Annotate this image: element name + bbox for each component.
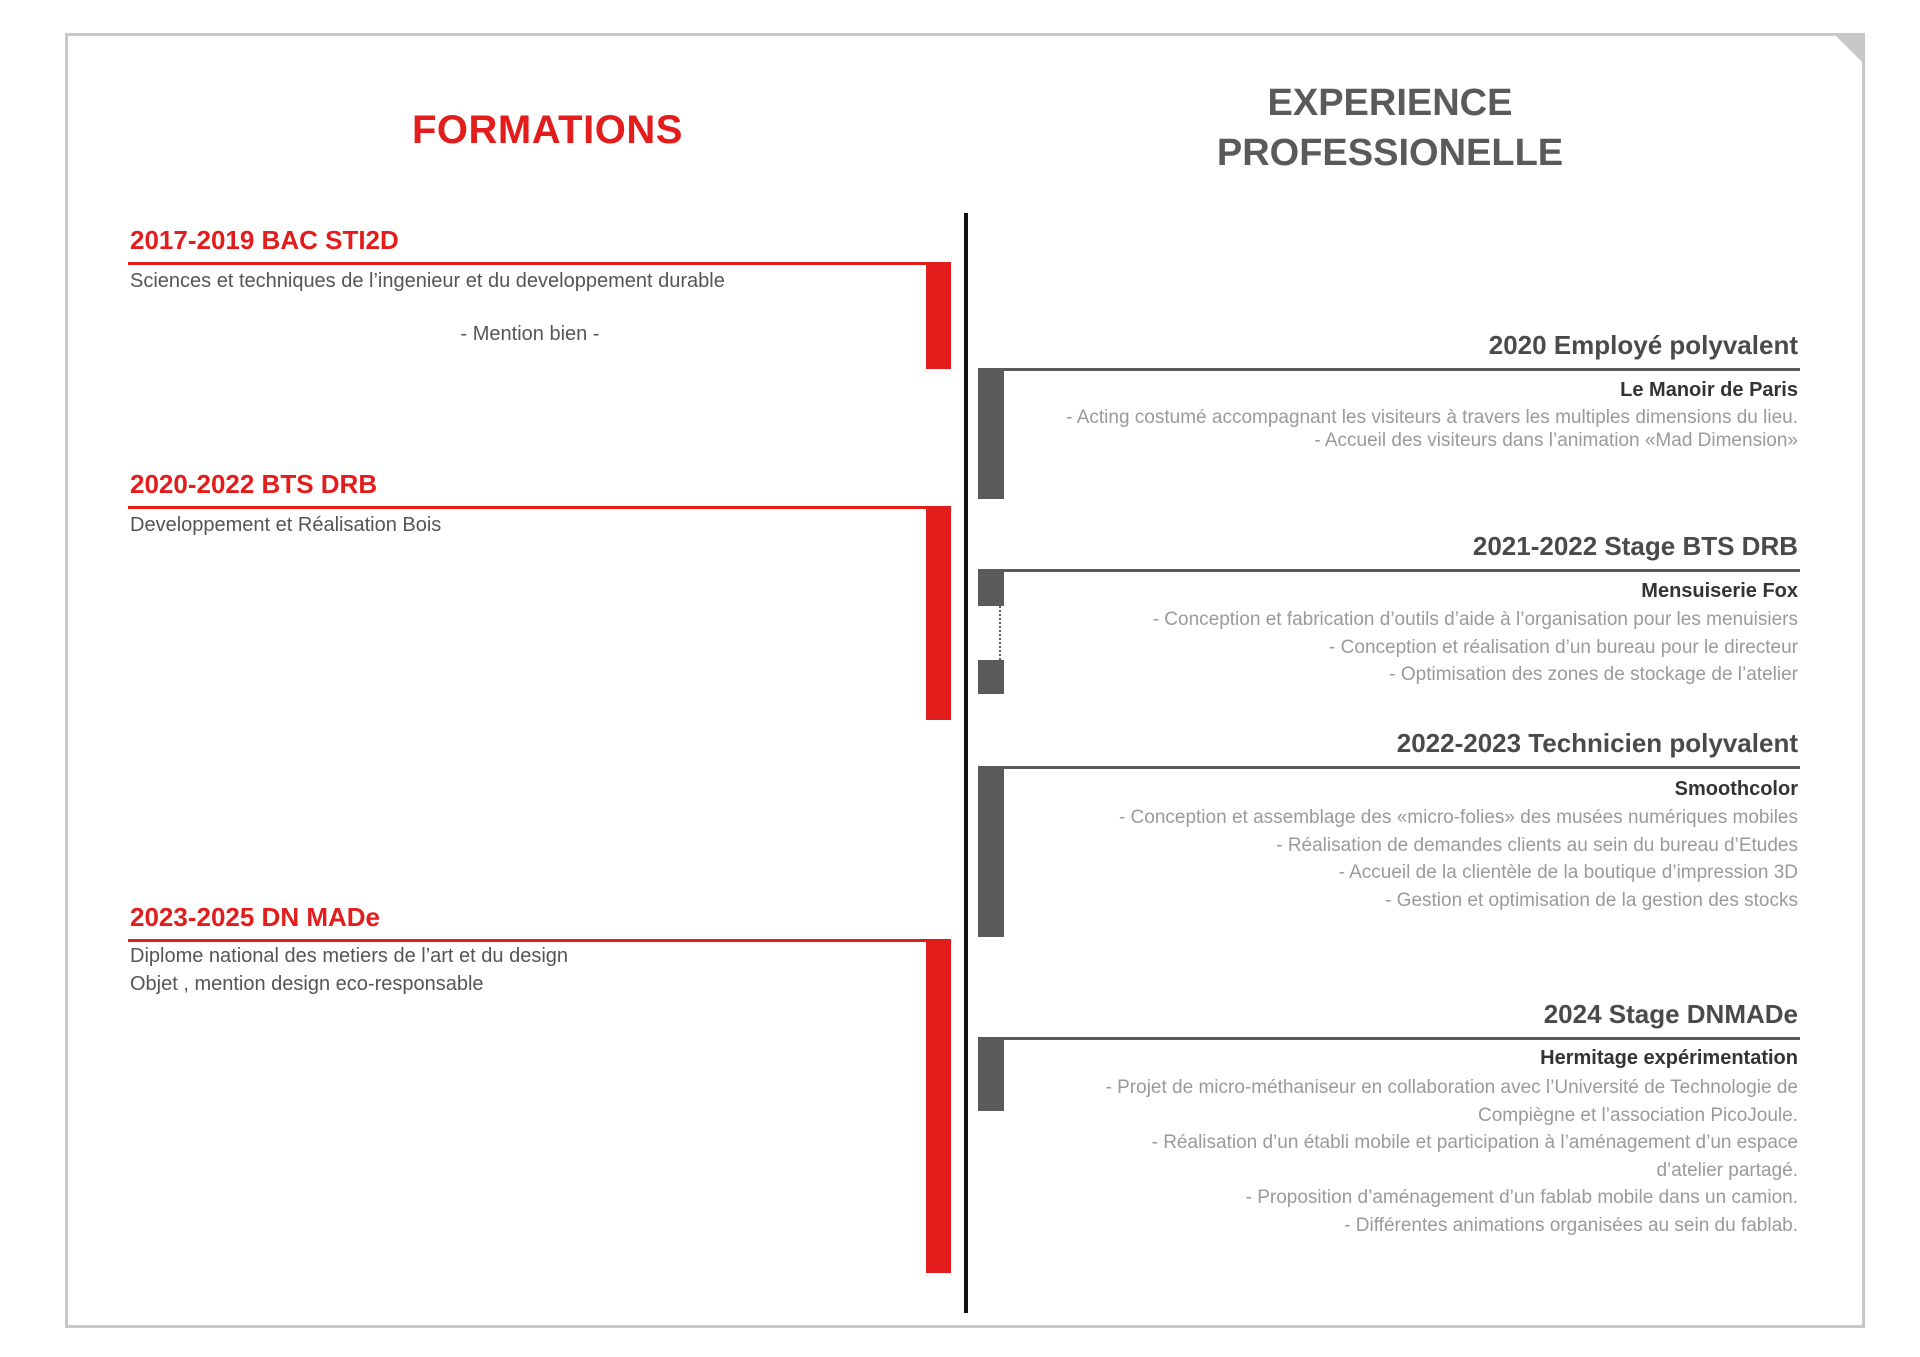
experience-task: - Accueil des visiteurs dans l’animation «Mad Dimension» [1314, 430, 1798, 451]
experience-heading [1180, 78, 1600, 178]
timeline-axis [964, 213, 968, 1313]
formation-description [130, 942, 568, 998]
experience-task: d’atelier partagé. [1656, 1159, 1798, 1181]
experience-title: 2024 Stage DNMADe [1543, 999, 1798, 1029]
experience-task: - Projet de micro-méthaniseur en collaboration avec l’Université de Technologie de [1105, 1077, 1798, 1098]
experience-tasks [1066, 406, 1798, 452]
formation-title: 2023-2025 DN MADe [130, 902, 381, 932]
experience-heading-line-1: EXPERIENCE [1267, 82, 1513, 124]
formation-description [130, 511, 441, 539]
page-corner-fold [1833, 33, 1865, 65]
experience-duration-bar [978, 1039, 1004, 1111]
experience-company: Le Manoir de Paris [1620, 379, 1798, 401]
formation-divider [128, 262, 950, 265]
experience-divider [978, 569, 1800, 572]
experience-task: - Conception et fabrication d’outils d’aide à l’organisation pour les menuisiers [1152, 609, 1798, 630]
experience-task: - Conception et réalisation d’un bureau pour le directeur [1329, 636, 1798, 658]
formation-duration-bar [926, 939, 951, 1273]
formation-duration-bar [926, 262, 951, 369]
experience-duration-bar [978, 660, 1004, 694]
experience-task: Compiègne et l’association PicoJoule. [1477, 1104, 1798, 1126]
experience-divider [978, 766, 1800, 769]
experience-task: - Différentes animations organisées au sein du fablab. [1344, 1214, 1798, 1236]
experience-task: - Proposition d’aménagement d’un fablab mobile dans un camion. [1245, 1187, 1798, 1208]
experience-gap-dots [999, 606, 1001, 660]
experience-divider [978, 368, 1800, 371]
experience-task: - Gestion et optimisation de la gestion des stocks [1385, 889, 1798, 911]
formation-description-line: Objet , mention design eco-responsable [130, 973, 484, 995]
formation-description-line: Diplome national des metiers de l’art et du design [130, 945, 569, 967]
experience-task: - Réalisation de demandes clients au sein du bureau d’Etudes [1276, 834, 1798, 856]
formation-duration-bar [926, 506, 951, 720]
formation-divider [128, 506, 950, 509]
formation-description-line: Developpement et Réalisation Bois [130, 514, 442, 536]
experience-task: - Réalisation d’un établi mobile et participation à l’aménagement d’un espace [1151, 1132, 1798, 1153]
formation-title: 2020-2022 BTS DRB [130, 469, 378, 499]
experience-task: - Optimisation des zones de stockage de l’atelier [1389, 664, 1798, 685]
experience-tasks [1119, 804, 1798, 914]
formation-mention: - Mention bien - [460, 323, 600, 345]
experience-company: Mensuiserie Fox [1641, 580, 1798, 602]
experience-company: Smoothcolor [1674, 778, 1798, 800]
experience-heading-line-2: PROFESSIONELLE [1216, 132, 1564, 174]
experience-title: 2021-2022 Stage BTS DRB [1472, 531, 1798, 561]
experience-task: - Accueil de la clientèle de la boutique d’impression 3D [1338, 862, 1798, 883]
experience-title: 2020 Employé polyvalent [1488, 330, 1798, 360]
experience-title: 2022-2023 Technicien polyvalent [1396, 728, 1798, 758]
experience-duration-bar [978, 571, 1004, 606]
experience-duration-bar [978, 768, 1004, 937]
experience-task: - Conception et assemblage des «micro-folies» des musées numériques mobiles [1118, 807, 1798, 828]
experience-tasks [1153, 606, 1798, 689]
experience-duration-bar [978, 370, 1004, 499]
formation-title: 2017-2019 BAC STI2D [130, 225, 399, 255]
experience-divider [978, 1037, 1800, 1040]
experience-tasks [1106, 1074, 1798, 1239]
experience-task: - Acting costumé accompagnant les visiteurs à travers les multiples dimensions du lieu. [1066, 407, 1798, 428]
experience-company: Hermitage expérimentation [1540, 1047, 1798, 1069]
formation-description-line: Sciences et techniques de l’ingenieur et du developpement durable [130, 270, 725, 292]
formations-heading: FORMATIONS [412, 108, 683, 152]
formation-description [130, 267, 725, 295]
